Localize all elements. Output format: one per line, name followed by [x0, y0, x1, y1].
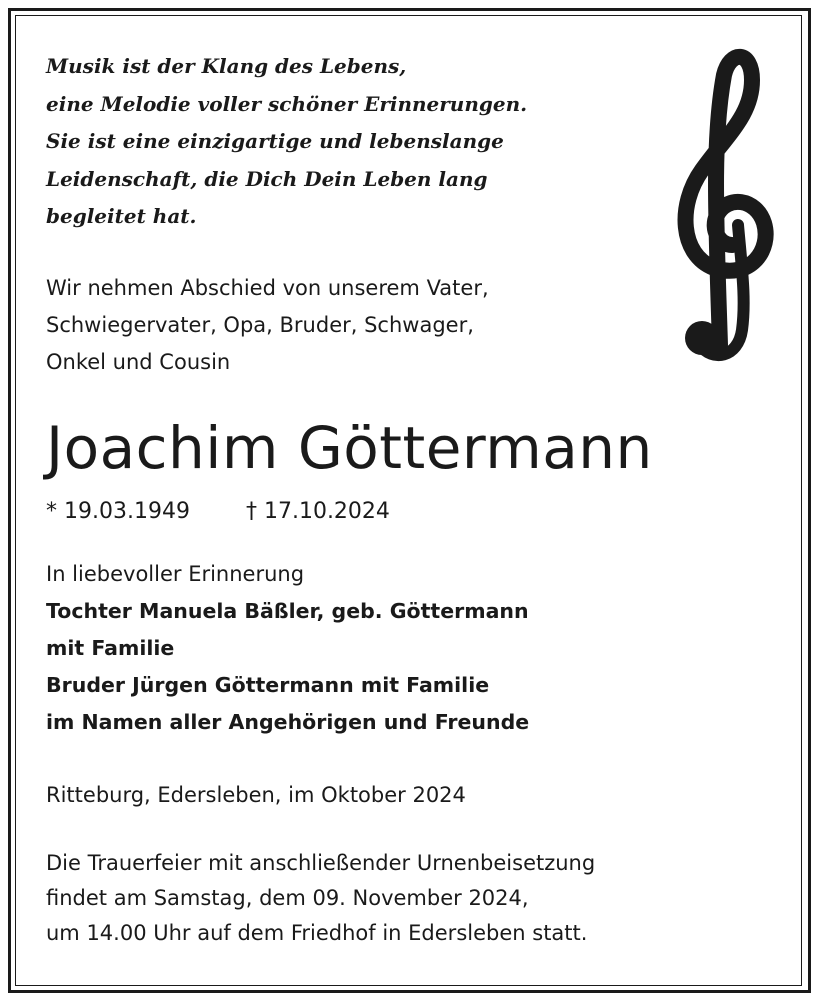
mourner-line: im Namen aller Angehörigen und Freunde — [46, 710, 530, 734]
treble-clef-icon — [672, 40, 782, 370]
quote-text — [46, 48, 527, 236]
funeral-line: Die Trauerfeier mit anschließender Urnenbeisetzung — [46, 851, 596, 875]
quote-line: Musik ist der Klang des Lebens, — [46, 54, 407, 78]
deceased-name: Joachim Göttermann — [46, 414, 653, 482]
birth-date: * 19.03.1949 — [46, 499, 190, 524]
death-date: † 17.10.2024 — [245, 499, 390, 524]
mourner-line: Bruder Jürgen Göttermann mit Familie — [46, 673, 490, 697]
mourners-block — [46, 556, 529, 741]
funeral-line: findet am Samstag, dem 09. November 2024, — [46, 886, 529, 910]
intro-line: Wir nehmen Abschied von unserem Vater, — [46, 276, 489, 300]
quote-line: Sie ist eine einzigartige und lebenslange — [46, 129, 504, 153]
intro-line: Onkel und Cousin — [46, 350, 231, 374]
funeral-info — [46, 846, 595, 951]
funeral-line: um 14.00 Uhr auf dem Friedhof in Edersleben statt. — [46, 921, 588, 945]
intro-text — [46, 270, 489, 381]
quote-line: Leidenschaft, die Dich Dein Leben lang — [46, 166, 488, 191]
mourner-line: mit Familie — [46, 636, 175, 660]
life-dates — [46, 494, 390, 530]
place-date: Ritteburg, Edersleben, im Oktober 2024 — [46, 783, 466, 807]
quote-line: eine Melodie voller schöner Erinnerungen. — [46, 91, 528, 116]
quote-line: begleitet hat. — [46, 204, 197, 228]
mourners-intro: In liebevoller Erinnerung — [46, 562, 305, 586]
intro-line: Schwiegervater, Opa, Bruder, Schwager, — [46, 313, 474, 337]
mourner-line: Tochter Manuela Bäßler, geb. Göttermann — [46, 599, 529, 623]
